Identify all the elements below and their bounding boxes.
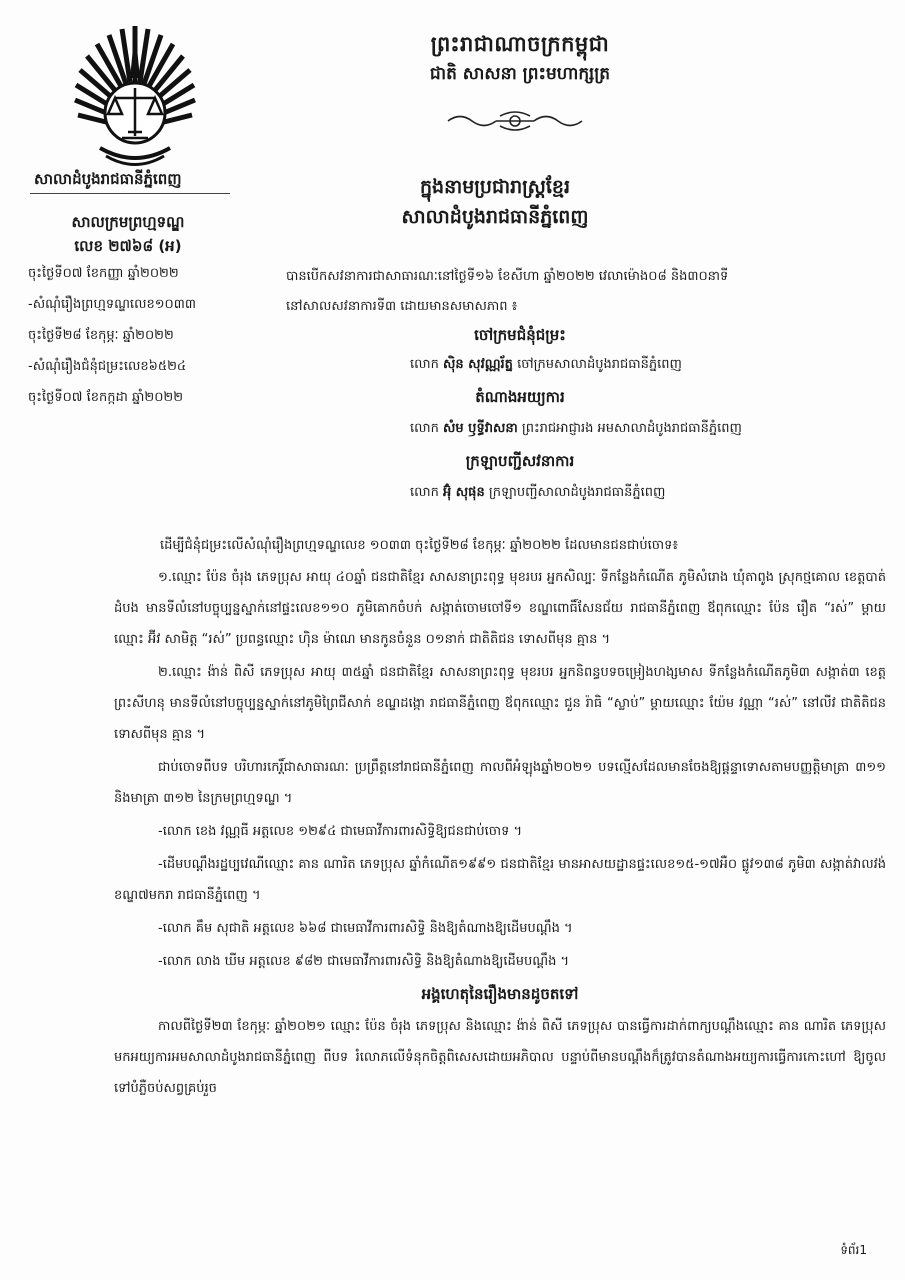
case-reference-block — [28, 210, 258, 413]
verdict-number: លេខ ២៧៦៨ (អ) — [74, 237, 182, 255]
court-name-underline — [30, 193, 230, 194]
kingdom-title: ព្រះរាជាណាចក្រកម្ពុជា — [430, 32, 610, 56]
facts-paragraph: កាលពីថ្ងៃទី២៣ ខែកុម្ភៈ ឆ្នាំ២០២១ ឈ្មោះ ប៉ែន ចំរុង ភេទប្រុស និងឈ្មោះ ង៉ាន់ ពិសី ភេទប្រុស បានធ្វើការដាក់ពាក្យបណ្តឹងឈ្មោះ គាន ណារិត ភេទប្រុស មកអយ្យការអមសាលាដំបូងរាជធានីភ្នំពេញ ពីបទ រំលោភលើទំនុកចិត្តពិសេសដោយអភិបាល បន្ទាប់ពីមានបណ្តឹងក៏ត្រូវបានតំណាងអយ្យការធ្វើការកោះហៅ ឱ្យចូលទៅបំភ្លឺចប់សព្វគ្រប់រួច — [114, 1019, 886, 1096]
verdict-body — [160, 530, 885, 563]
role-title: ព្រះរាជអាជ្ញារង អមសាលាដំបូងរាជធានីភ្នំពេញ — [521, 421, 742, 436]
court-emblem-icon — [60, 18, 210, 168]
plaintiff-paragraph: -ដើមបណ្តឹងរដ្ឋប្បវេណីឈ្មោះ គាន ណារិត ភេទប្រុស ឆ្នាំកំណើត១៩៩១ ជនជាតិខ្មែរ មានអាសយដ្ឋានផ្ទះលេខ១៥-១៧អឺ០ ផ្លូវ១៣៨ ភូមិ៣ សង្កាត់វាលវង់ ខណ្ឌ៧មករា រាជធានីភ្នំពេញ ។ — [114, 857, 886, 903]
national-motto: ជាតិ សាសនា ព្រះមហាក្សត្រ — [429, 64, 611, 84]
role-heading-judge: ចៅក្រមជំនុំជម្រះ — [474, 326, 566, 344]
verdict-title-line-2: សាលាដំបូងរាជធានីភ្នំពេញ — [401, 206, 589, 228]
reference-line: -សំណុំរឿងព្រហ្មទណ្ឌលេខ១០៣៣ — [28, 297, 196, 312]
role-name: សំម ឫទ្ធីវាសនា — [443, 421, 518, 436]
kingdom-header — [370, 28, 670, 88]
session-info — [286, 262, 876, 322]
accused-1-paragraph: ១.ឈ្មោះ ប៉ែន ចំរុង ភេទប្រុស អាយុ ៤០ឆ្នាំ ជនជាតិខ្មែរ សាសនាព្រះពុទ្ធ មុខរបរ អ្នកសិល្បៈ ទីកន្លែងកំណើត ភូមិសំរោង ឃុំតាពូង ស្រុកថ្មគោល ខេត្តបាត់ដំបង មានទីលំនៅបច្ចុប្បន្នស្នាក់នៅផ្ទះលេខ១១០ ភូមិគោកចំបក់ សង្កាត់ចោមចៅទី១ ខណ្ឌពោធិ៍សែនជ័យ រាជធានីភ្នំពេញ ឪពុកឈ្មោះ ប៉ែន រឿត “រស់” ម្តាយឈ្មោះ អ៊ីវ សាមិត្ត “រស់” ប្រពន្ធឈ្មោះ ហ៊ិន ម៉ាណេ មានកូនចំនួន ០១នាក់ ជាតិតិជន ទោសពីមុន គ្មាន ។ — [114, 570, 886, 647]
reference-line: -សំណុំរឿងជំនុំជម្រះលេខ៦៥២៤ — [28, 359, 187, 374]
role-title: ចៅក្រមសាលាដំបូងរាជធានីភ្នំពេញ — [517, 357, 682, 372]
reference-line: ចុះថ្ងៃទី២៨ ខែកុម្ភៈ ឆ្នាំ២០២២ — [28, 328, 174, 343]
role-name: អ៊ុំ សុផុន — [443, 485, 485, 500]
session-line: បានបើកសវនាការជាសាធារណៈនៅថ្ងៃទី១៦ ខែសីហា ឆ្នាំ២០២២ វេលាម៉ោង០៨ និង៣០នាទី — [286, 269, 729, 284]
ornament-divider-icon — [440, 110, 590, 132]
reference-line: ចុះថ្ងៃទី០៧ ខែកញ្ញា ឆ្នាំ២០២២ — [28, 266, 179, 281]
charge-paragraph: ជាប់ចោទពីបទ បរិហារកេរ្តិ៍ជាសាធារណៈ ប្រព្រឹត្តនៅរាជធានីភ្នំពេញ កាលពីអំឡុងឆ្នាំ២០២១ បទល្មើសដែលមានចែងឱ្យផ្តន្ទាទោសតាមបញ្ញត្តិមាត្រា ៣១១ និងមាត្រា ៣១២ នៃក្រមព្រហ្មទណ្ឌ ។ — [114, 760, 886, 806]
page-number: ទំព័រ1 — [840, 1243, 867, 1257]
verdict-body-main — [114, 562, 886, 1106]
role-title: ក្រឡាបញ្ជីសាលាដំបូងរាជធានីភ្នំពេញ — [488, 485, 666, 500]
plaintiff-lawyer-2-paragraph: -លោក លាង ឃីម អត្តលេខ ៩៨២ ជាមេធាវីការពារសិទ្ធិ និងឱ្យតំណាងឱ្យដើមបណ្តឹង ។ — [158, 954, 570, 969]
role-person-judge — [410, 356, 682, 375]
role-prefix: លោក — [410, 421, 439, 436]
role-name: ស៊ិន សុវណ្ណរ័ត្ន — [443, 357, 513, 372]
role-person-prosecutor — [410, 420, 742, 439]
facts-heading: អង្គហេតុនៃរឿងមានដូចតទៅ — [421, 985, 579, 1003]
verdict-title-line-1: ក្នុងនាមប្រជារាស្ត្រខ្មែរ — [419, 176, 570, 198]
role-heading-clerk: ក្រឡាបញ្ជីសវនាការ — [465, 452, 575, 470]
defense-lawyer-paragraph: -លោក ខេង វណ្ណធី អត្តលេខ ១២៩៤ ជាមេធាវីការពារសិទ្ធិឱ្យជនជាប់ចោទ ។ — [158, 824, 523, 839]
role-person-clerk — [410, 484, 665, 503]
plaintiff-lawyer-1-paragraph: -លោក គឹម សុជាតិ អត្តលេខ ៦៦៨ ជាមេធាវីការពារសិទ្ធិ និងឱ្យតំណាងឱ្យដើមបណ្តឹង ។ — [158, 921, 573, 936]
role-prefix: លោក — [410, 357, 439, 372]
intro-paragraph: ដើម្បីជំនុំជម្រះលើសំណុំរឿងព្រហ្មទណ្ឌលេខ ១០៣៣ ចុះថ្ងៃទី២៨ ខែកុម្ភៈ ឆ្នាំ២០២២ ដែលមានជនជាប់ចោទ៖ — [160, 538, 679, 553]
court-name: សាលាដំបូងរាជធានីភ្នំពេញ — [34, 170, 182, 188]
accused-2-paragraph: ២.ឈ្មោះ ង៉ាន់ ពិសី ភេទប្រុស អាយុ ៣៥ឆ្នាំ ជនជាតិខ្មែរ សាសនាព្រះពុទ្ធ មុខរបរ អ្នកនិពន្ធបទចម្រៀងហង្សមាស ទីកន្លែងកំណើតភូមិ៣ សង្កាត់៣ ខេត្តព្រះសីហនុ មានទីលំនៅបច្ចុប្បន្នស្នាក់នៅភូមិព្រៃជីសាក់ ខណ្ឌដង្កោ រាជធានីភ្នំពេញ ឪពុកឈ្មោះ ជួន រ៉ាធិ “ស្លាប់” ម្តាយឈ្មោះ យ៉ែម វណ្ណា “រស់” នៅលីវ ជាតិតិជន ទោសពីមុន គ្មាន ។ — [114, 665, 886, 742]
role-heading-prosecutor: តំណាងអយ្យការ — [475, 388, 565, 406]
verdict-type: សាលក្រមព្រហ្មទណ្ឌ — [71, 213, 185, 231]
verdict-title — [345, 172, 645, 232]
role-prefix: លោក — [410, 485, 439, 500]
session-line: នៅសាលសវនាការទី៣ ដោយមានសមាសភាព ៖ — [286, 299, 518, 314]
reference-line: ចុះថ្ងៃទី០៧ ខែកក្កដា ឆ្នាំ២០២២ — [28, 390, 184, 405]
